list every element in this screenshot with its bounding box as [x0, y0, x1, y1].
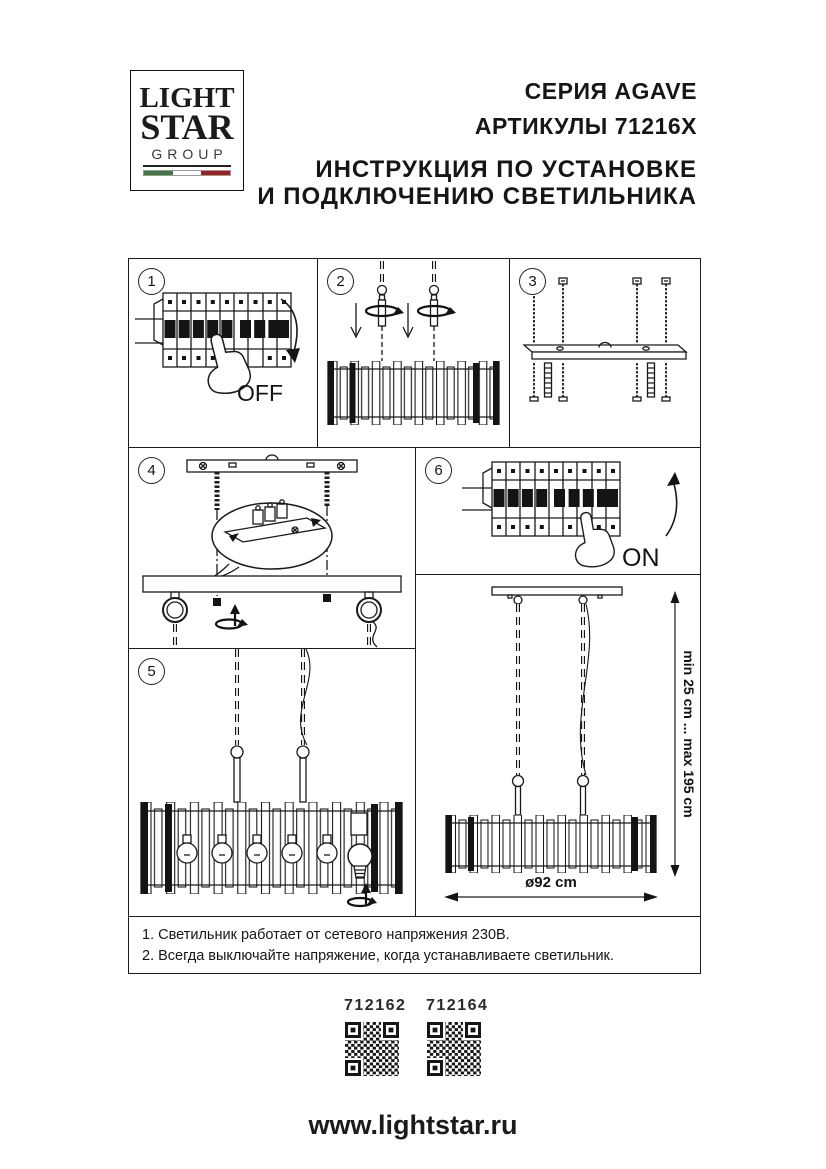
suspension-chains	[237, 649, 310, 745]
anchors-and-screws-below	[530, 363, 670, 401]
qr-finder-icon	[465, 1022, 481, 1038]
panel-step-1	[128, 258, 318, 448]
height-dimension-label: min 25 cm ... max 195 cm	[681, 650, 697, 818]
diameter-dimension-label: ø92 cm	[525, 874, 577, 891]
qr-block-712164	[426, 997, 489, 1076]
qr-code	[345, 1022, 399, 1076]
breaker-toggles	[165, 320, 290, 338]
bulb-installation-illustration	[129, 649, 415, 916]
logo-group-text: GROUP	[151, 146, 228, 162]
panel-step-2	[317, 258, 510, 448]
instruction-title-line2: И ПОДКЛЮЧЕНИЮ СВЕТИЛЬНИКА	[257, 183, 697, 210]
drum-shade	[328, 361, 499, 425]
qr-block-712162	[344, 997, 407, 1076]
qr-code	[427, 1022, 481, 1076]
step-number-badge: 4	[138, 457, 165, 484]
articles-title: АРТИКУЛЫ 71216X	[474, 113, 697, 139]
article-number: 712162	[344, 997, 407, 1014]
qr-finder-icon	[345, 1060, 361, 1076]
assembled-chandelier-illustration	[416, 575, 700, 916]
screws-above	[530, 278, 670, 343]
wiring-illustration	[129, 448, 415, 648]
height-dimension	[671, 591, 698, 877]
panel-step-3	[509, 258, 701, 448]
rod-tip-marker	[213, 598, 221, 606]
suspension-chains	[518, 604, 590, 775]
support-bar	[143, 576, 401, 647]
safety-notes	[128, 916, 701, 974]
rod-tip-marker	[323, 594, 331, 602]
hanger-rod-right	[403, 261, 456, 361]
off-label: OFF	[237, 380, 283, 406]
lightstar-logo	[130, 70, 244, 191]
ceiling-plate	[187, 455, 357, 472]
step-number-badge: 6	[425, 457, 452, 484]
italian-flag-icon	[143, 170, 231, 176]
qr-finder-icon	[427, 1022, 443, 1038]
step-number-badge: 1	[138, 268, 165, 295]
logo-light-text: LIGHT	[139, 82, 235, 114]
diameter-dimension	[444, 874, 658, 902]
switch-up-arrow	[666, 484, 677, 536]
step-number-badge: 2	[327, 268, 354, 295]
header	[257, 74, 697, 210]
hanger-rod-left	[351, 261, 404, 361]
on-label: ON	[622, 544, 660, 572]
ceiling-plate	[492, 587, 622, 598]
series-title: СЕРИЯ AGAVE	[524, 78, 697, 104]
panel-final-dimensions	[415, 574, 701, 917]
step-number-badge: 5	[138, 658, 165, 685]
switch-up-arrowhead	[667, 472, 680, 486]
website-url: www.lightstar.ru	[308, 1110, 518, 1140]
instruction-title-line1: ИНСТРУКЦИЯ ПО УСТАНОВКЕ	[315, 156, 697, 183]
qr-section	[0, 997, 826, 1076]
flag-green	[144, 171, 173, 175]
panel-step-6	[415, 447, 701, 575]
panel-step-5	[128, 648, 416, 917]
junction-box	[351, 813, 367, 835]
logo-underline	[143, 165, 231, 167]
rotate-arrow-icon	[216, 604, 248, 629]
instruction-title	[257, 156, 697, 210]
qr-finder-icon	[345, 1022, 361, 1038]
article-number: 712164	[426, 997, 489, 1014]
step-number-badge: 3	[519, 268, 546, 295]
qr-finder-icon	[427, 1060, 443, 1076]
note-line-2: 2. Всегда выключайте напряжение, когда устанавливаете светильник.	[142, 948, 614, 964]
panel-step-4	[128, 447, 416, 649]
logo-star-text: STAR	[140, 107, 234, 147]
diagram-grid	[128, 258, 701, 974]
mounting-plate	[524, 343, 686, 360]
flag-white	[173, 171, 202, 175]
note-line-1: 1. Светильник работает от сетевого напряжения 230В.	[142, 927, 510, 943]
wall-anchor-icon	[545, 363, 655, 397]
flag-red	[201, 171, 230, 175]
breaker-toggles	[494, 489, 619, 507]
drum-shade	[446, 815, 656, 873]
breaker-on-illustration	[416, 448, 700, 574]
qr-finder-icon	[383, 1022, 399, 1038]
